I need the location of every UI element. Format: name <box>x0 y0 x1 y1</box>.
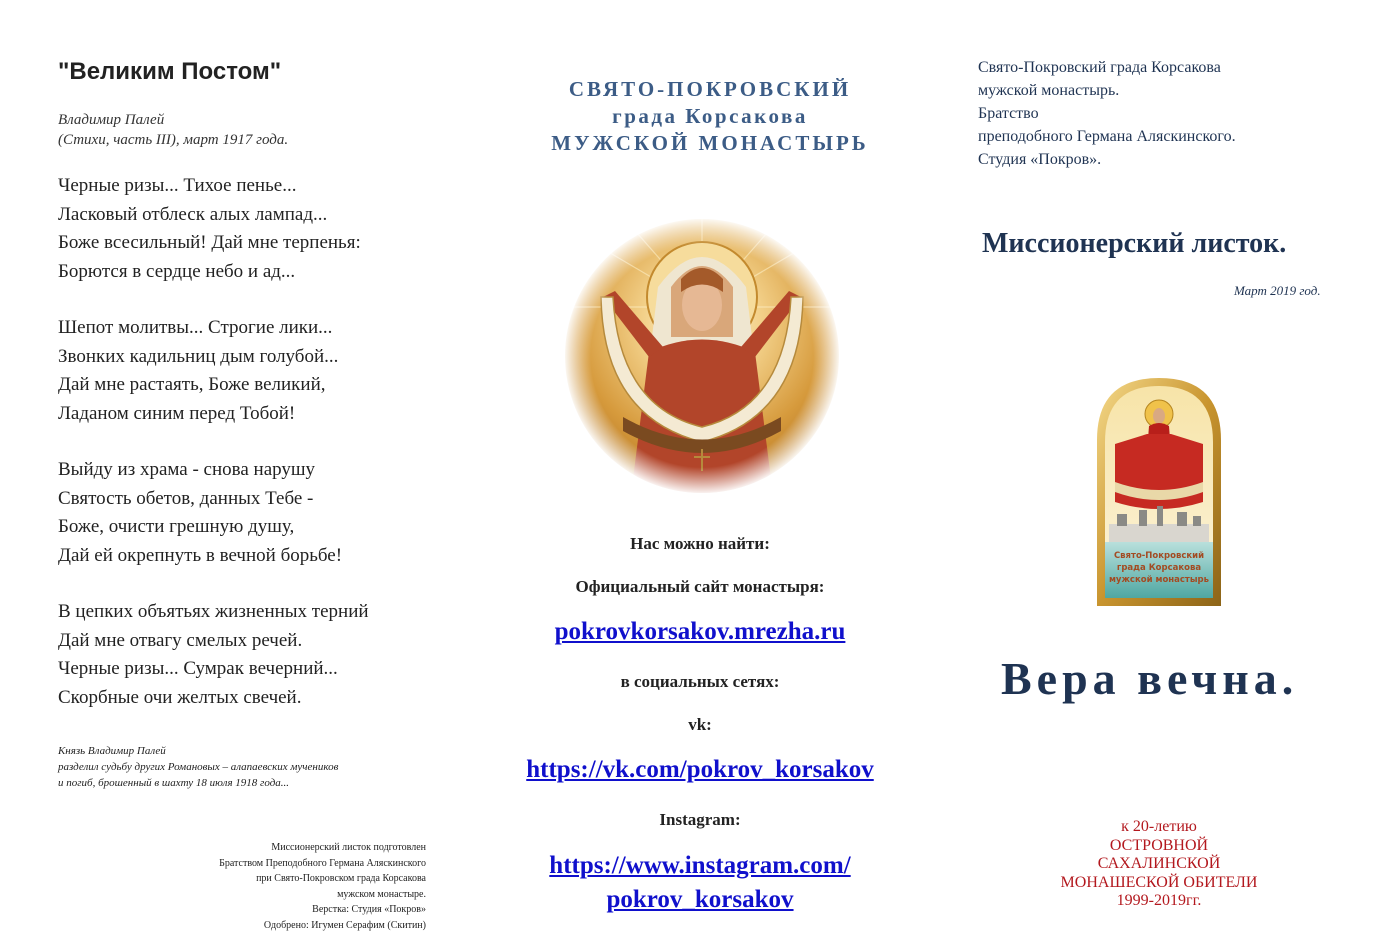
credits-line: Братством Преподобного Германа Аляскинского <box>219 857 426 869</box>
poet-note-line: разделил судьбу других Романовых – алапаевских мучеников <box>58 761 339 773</box>
instagram-link-handle[interactable]: pokrov_korsakov <box>606 886 794 913</box>
poem-stanza <box>58 172 369 286</box>
emblem-text-line: мужской монастырь <box>1108 575 1210 585</box>
monastery-emblem-icon <box>1093 374 1225 610</box>
poem-stanza <box>58 314 369 428</box>
right-header-line: преподобного Германа Аляскинского. <box>978 128 1236 145</box>
poem-author-source: (Стихи, часть III), март 1917 года. <box>58 132 289 148</box>
poem-line: Черные ризы... Тихое пенье... <box>58 175 297 196</box>
vk-link[interactable]: https://vk.com/pokrov_korsakov <box>526 756 874 783</box>
poem-stanza <box>58 598 369 712</box>
poem-title: "Великим Постом" <box>58 58 282 85</box>
poem-line: Черные ризы... Сумрак вечерний... <box>58 658 338 679</box>
credits <box>219 840 426 933</box>
vk-label: vk: <box>688 715 712 734</box>
anniversary-line: ОСТРОВНОЙ <box>1109 836 1209 854</box>
monastery-title <box>500 76 920 157</box>
credits-line: Одобрено: Игумен Серафим (Скитин) <box>263 919 426 931</box>
theotokos-pokrov-icon <box>563 217 841 495</box>
poem-line: Звонких кадильниц дым голубой... <box>58 345 339 367</box>
poem-stanza <box>58 456 369 570</box>
monastery-title-line: МУЖСКОЙ МОНАСТЫРЬ <box>551 131 869 155</box>
credits-line: Миссионерский листок подготовлен <box>271 842 426 853</box>
right-header-line: Студия «Покров». <box>978 151 1102 168</box>
anniversary-line: 1999-2019гг. <box>1116 892 1202 909</box>
poem-line: Святость обетов, данных Тебе - <box>58 487 314 509</box>
credits-line: Верстка: Студия «Покров» <box>312 904 426 915</box>
right-header-line: Братство <box>978 105 1039 122</box>
site-label: Официальный сайт монастыря: <box>575 577 825 596</box>
poem-line: Шепот молитвы... Строгие лики... <box>58 317 333 338</box>
poem-line: Ладаном синим перед Тобой! <box>58 402 296 424</box>
poet-note <box>58 743 338 791</box>
poem-line: Борются в сердце небо и ад... <box>58 260 296 282</box>
credits-line: при Свято-Покровском града Корсакова <box>256 873 426 884</box>
poem-author <box>58 110 288 150</box>
anniversary-line: к 20-летию <box>1121 818 1197 835</box>
right-header-line: Свято-Покровский града Корсакова <box>978 59 1221 76</box>
poem-body <box>58 172 369 740</box>
site-link[interactable]: pokrovkorsakov.mrezha.ru <box>554 618 846 645</box>
poem-line: Боже всесильный! Дай мне терпенья: <box>58 232 361 253</box>
instagram-link[interactable]: https://www.instagram.com/ <box>549 852 851 879</box>
poet-note-line: и погиб, брошенный в шахту 18 июля 1918 года... <box>58 777 290 789</box>
poem-line: Боже, очисти грешную душу, <box>58 516 295 537</box>
poet-note-line: Князь Владимир Палей <box>58 745 166 757</box>
credits-line: мужском монастыре. <box>337 888 426 900</box>
social-label: в социальных сетях: <box>620 672 780 691</box>
poem-line: В цепких объятьях жизненных терний <box>58 601 369 622</box>
motto: Вера вечна. <box>1001 653 1299 704</box>
monastery-title-line: града Корсакова <box>612 104 808 128</box>
instagram-label: Instagram: <box>659 810 741 829</box>
anniversary-line: САХАЛИНСКОЙ <box>1097 855 1221 872</box>
poem-author-name: Владимир Палей <box>58 112 165 128</box>
poem-line: Скорбные очи желтых свечей. <box>58 686 302 708</box>
leaflet-date: Март 2019 год. <box>1234 283 1321 298</box>
emblem-text-line: града Корсакова <box>1116 563 1202 573</box>
right-header <box>978 56 1236 171</box>
poem-line: Дай ей окрепнуть в вечной борьбе! <box>58 544 343 566</box>
find-us-heading: Нас можно найти: <box>630 534 770 553</box>
monastery-title-line: СВЯТО-ПОКРОВСКИЙ <box>568 77 852 101</box>
anniversary-note <box>1030 818 1288 911</box>
poem-line: Выйду из храма - снова нарушу <box>58 459 316 480</box>
poem-line: Ласковый отблеск алых лампад... <box>58 203 328 225</box>
right-header-line: мужской монастырь. <box>978 82 1120 99</box>
anniversary-line: МОНАШЕСКОЙ ОБИТЕЛИ <box>1060 873 1258 891</box>
poem-line: Дай мне отвагу смелых речей. <box>58 629 303 651</box>
leaflet-title: Миссионерский листок. <box>982 228 1287 259</box>
emblem-text-line: Свято-Покровский <box>1113 551 1205 561</box>
poem-line: Дай мне растаять, Боже великий, <box>58 374 326 395</box>
